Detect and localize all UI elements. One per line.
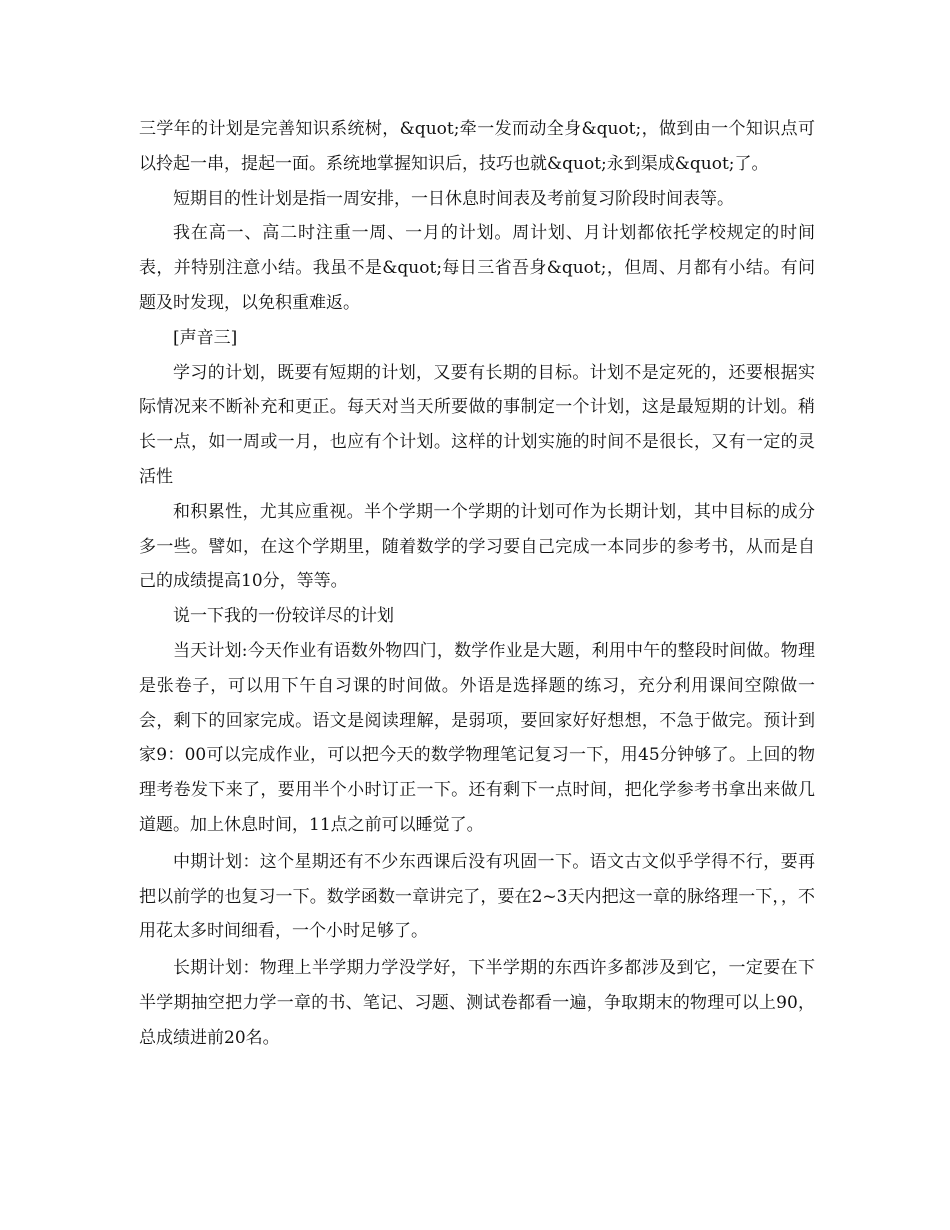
paragraph-long-term-plan: 和积累性，尤其应重视。半个学期一个学期的计划可作为长期计划，其中目标的成分多一些。譬如，在这个学期里，随着数学的学习要自己完成一本同步的参考书，从而是自己的成绩提高10分，等等。 [139,501,815,592]
paragraph-study-plan: 学习的计划，既要有短期的计划，又要有长期的目标。计划不是定死的，还要根据实际情况来不断补充和更正。每天对当天所要做的事制定一个计划，这是最短期的计划。稍长一点，如一周或一月，也应有个计划。这样的计划实施的时间不是很长，又有一定的灵活性 [139,362,815,487]
paragraph-daily-plan: 当天计划:今天作业有语数外物四门，数学作业是大题，利用中午的整段时间做。物理是张卷子，可以用下午自习课的时间做。外语是选择题的练习，充分利用课间空隙做一会，剩下的回家完成。语文是阅读理解，是弱项，要回家好好想想，不急于做完。预计到家9：00可以完成作业，可以把今天的数学物理笔记复习一下，用45分钟够了。上回的物理考卷发下来了，要用半个小时订正一下。还有剩下一点时间，把化学参考书拿出来做几道题。加上休息时间，11点之前可以睡觉了。 [139,640,815,835]
paragraph-mid-term-plan: 中期计划：这个星期还有不少东西课后没有巩固一下。语文古文似乎学得不行，要再把以前学的也复习一下。数学函数一章讲完了，要在2~3天内把这一章的脉络理一下，，不用花太多时间细看，一个小时足够了。 [139,851,815,942]
document-body [139,112,815,1056]
paragraph-detailed-plan-intro: 说一下我的一份较详尽的计划 [173,606,394,627]
paragraph-short-term-plan: 短期目的性计划是指一周安排，一日休息时间表及考前复习阶段时间表等。 [173,188,734,209]
paragraph-long-term-physics-plan: 长期计划：物理上半学期力学没学好，下半学期的东西许多都涉及到它，一定要在下半学期抽空把力学一章的书、笔记、习题、测试卷都看一遍，争取期末的物理可以上90，总成绩进前20名。 [139,958,815,1048]
section-heading-voice-three: [声音三] [173,327,238,348]
paragraph-knowledge-tree: 三学年的计划是完善知识系统树，&quot;牵一发而动全身&quot;，做到由一个知识点可以拎起一串，提起一面。系统地掌握知识后，技巧也就&quot;永到渠成&quot;了。 [139,119,815,174]
paragraph-weekly-monthly-plan: 我在高一、高二时注重一周、一月的计划。周计划、月计划都依托学校规定的时间表，并特别注意小结。我虽不是&quot;每日三省吾身&quot;，但周、月都有小结。有问题及时发现，以免积重难返。 [139,223,815,313]
